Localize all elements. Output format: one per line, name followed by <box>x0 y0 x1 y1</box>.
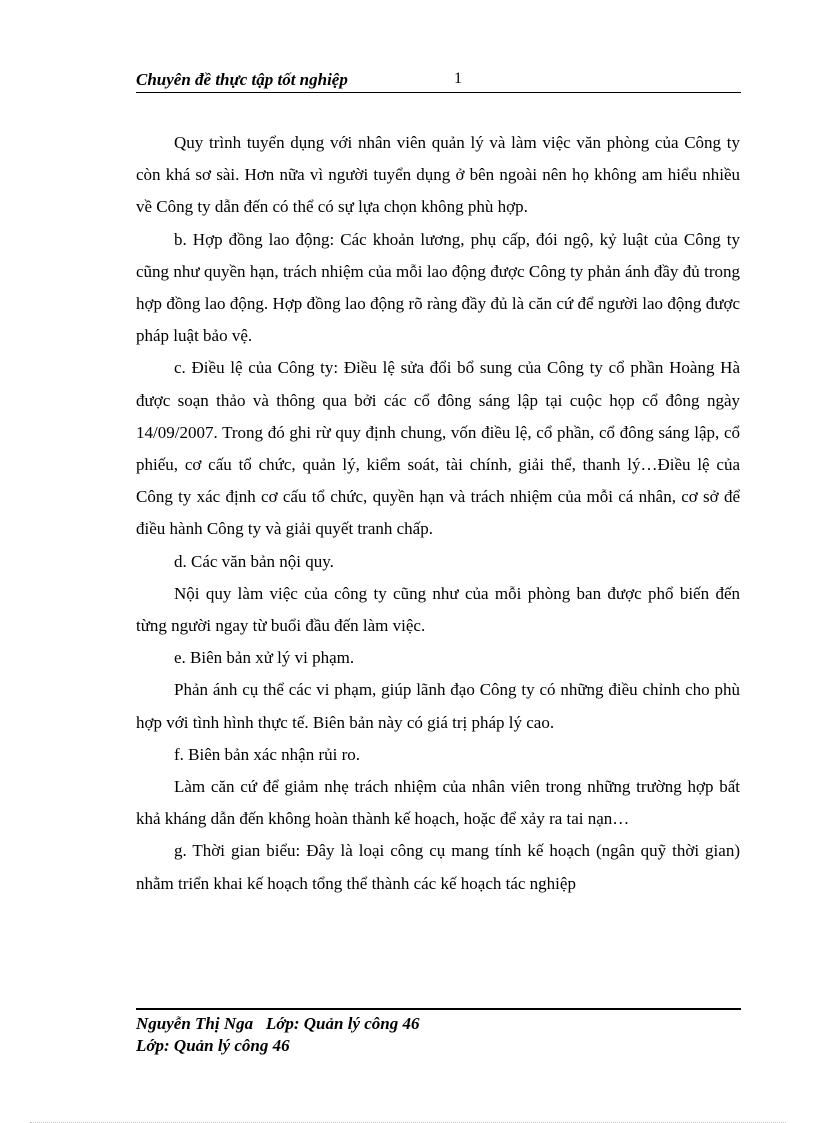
footer-divider <box>136 1008 741 1010</box>
page-header <box>136 70 741 93</box>
page-footer <box>136 1013 420 1057</box>
header-title: Chuyên đề thực tập tốt nghiệp <box>136 70 348 89</box>
paragraph: c. Điều lệ của Công ty: Điều lệ sửa đổi bổ sung của Công ty cổ phần Hoàng Hà được soạn thảo và thông qua bởi các cổ đông sáng lập tại cuộc họp cổ đông ngày 14/09/2007. Trong đó ghi rừ quy định chung, vốn điều lệ, cổ phần, cổ đông sáng lập, cổ phiếu, cơ cấu tổ chức, quản lý, kiểm soát, tài chính, giải thể, thanh lý…Điều lệ của Công ty xác định cơ cấu tổ chức, quyền hạn và trách nhiệm của mỗi cá nhân, cơ sở để điều hành Công ty và giải quyết tranh chấp. <box>136 358 740 539</box>
paragraph: e. Biên bản xử lý vi phạm. <box>174 648 355 668</box>
paragraph: g. Thời gian biểu: Đây là loại công cụ mang tính kế hoạch (ngân quỹ thời gian) nhằm triển khai kế hoạch tổng thể thành các kế hoạch tác nghiệp <box>136 841 740 893</box>
footer-author-line: Nguyễn Thị Nga Lớp: Quản lý công 46 <box>136 1014 420 1033</box>
footer-class-line: Lớp: Quản lý công 46 <box>136 1036 290 1055</box>
paragraph: Quy trình tuyển dụng với nhân viên quản lý và làm việc văn phòng của Công ty còn khá sơ sài. Hơn nữa vì người tuyển dụng ở bên ngoài nên họ không am hiểu nhiều về Công ty dẫn đến có thể có sự lựa chọn không phù hợp. <box>136 133 740 217</box>
page-number: 1 <box>454 70 462 87</box>
paragraph: Làm căn cứ để giảm nhẹ trách nhiệm của nhân viên trong những trường hợp bất khả kháng dẫn đến không hoàn thành kế hoạch, hoặc để xảy ra tai nạn… <box>136 777 740 829</box>
document-body <box>136 127 740 900</box>
paragraph: Phản ánh cụ thể các vi phạm, giúp lãnh đạo Công ty có những điều chỉnh cho phù hợp với tình hình thực tế. Biên bản này có giá trị pháp lý cao. <box>136 680 740 732</box>
paragraph: Nội quy làm việc của công ty cũng như của mỗi phòng ban được phổ biến đến từng người ngay từ buổi đầu đến làm việc. <box>136 583 740 636</box>
paragraph: f. Biên bản xác nhận rủi ro. <box>174 744 360 764</box>
paragraph: d. Các văn bản nội quy. <box>174 551 334 571</box>
paragraph: b. Hợp đồng lao động: Các khoản lương, phụ cấp, đói ngộ, kỷ luật của Công ty cũng như quyền hạn, trách nhiệm của mỗi lao động được Công ty phản ánh đầy đủ trong hợp đồng lao động. Hợp đồng lao động rõ ràng đầy đủ là căn cứ để người lao động được pháp luật bảo vệ. <box>136 229 740 346</box>
